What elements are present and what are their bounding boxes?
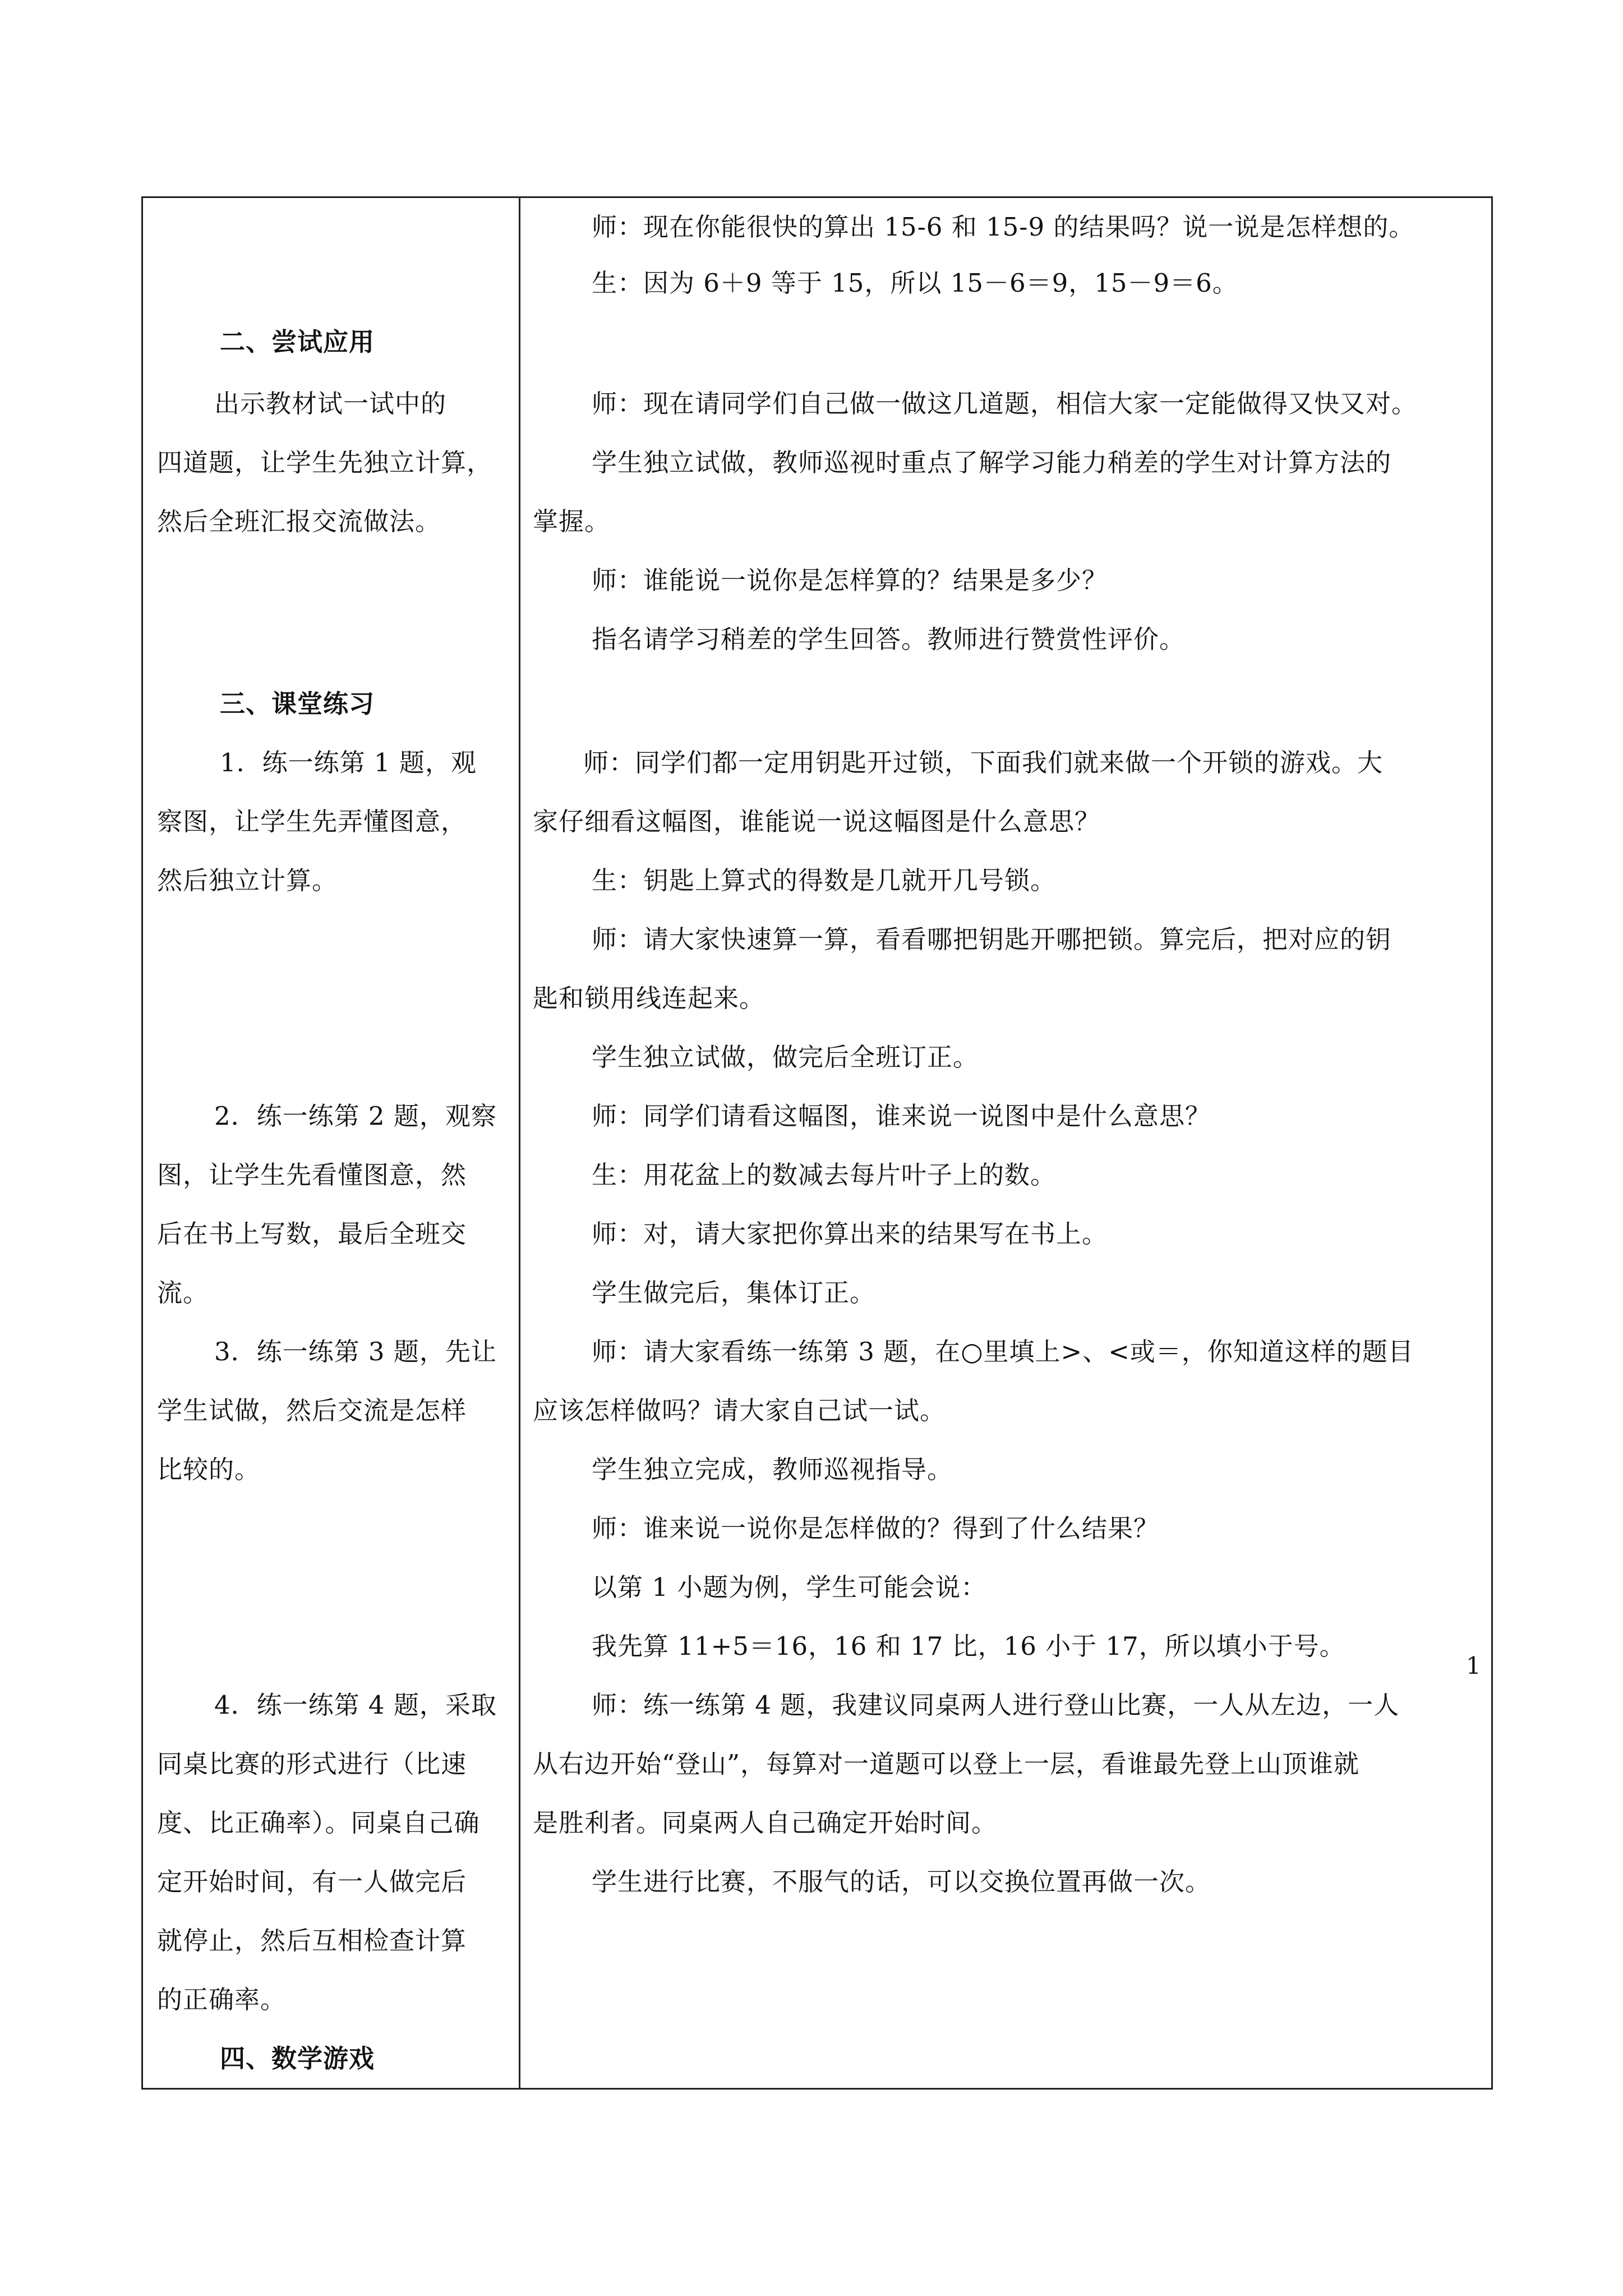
left-text-line: 四道题，让学生先独立计算， [157, 448, 493, 477]
right-text-line: 从右边开始“登山”，每算对一道题可以登上一层，看谁最先登上山顶谁就 [533, 1749, 1360, 1779]
right-text-line: 师：请大家快速算一算，看看哪把钥匙开哪把锁。算完后，把对应的钥 [592, 924, 1392, 954]
section-heading-trial: 二、尝试应用 [220, 327, 375, 357]
right-text-line: 师：请大家看练一练第 3 题，在○里填上>、<或＝，你知道这样的题目 [592, 1337, 1414, 1366]
left-text-line: 出示教材试一试中的 [214, 389, 447, 418]
right-text-line: 学生独立试做，做完后全班订正。 [592, 1042, 979, 1072]
left-text-line: 3．练一练第 3 题，先让 [214, 1337, 497, 1366]
right-text-line: 是胜利者。同桌两人自己确定开始时间。 [533, 1808, 998, 1838]
right-text-line: 师：同学们请看这幅图，谁来说一说图中是什么意思？ [592, 1101, 1211, 1131]
right-text-line: 生：因为 6＋9 等于 15，所以 15－6＝9，15－9＝6。 [592, 268, 1238, 298]
right-text-line: 家仔细看这幅图，谁能说一说这幅图是什么意思？ [533, 807, 1101, 836]
left-text-line: 就停止，然后互相检查计算 [157, 1926, 467, 1955]
right-text-line: 应该怎样做吗？请大家自己试一试。 [533, 1396, 946, 1425]
left-text-line: 图，让学生先看懂图意，然 [157, 1160, 467, 1190]
right-text-line: 师：现在请同学们自己做一做这几道题，相信大家一定能做得又快又对。 [592, 389, 1418, 418]
right-text-line: 指名请学习稍差的学生回答。教师进行赞赏性评价。 [592, 624, 1186, 654]
right-text-line: 掌握。 [533, 507, 611, 536]
left-text-line: 然后独立计算。 [157, 866, 338, 895]
left-text-line: 1．练一练第 1 题，观 [220, 748, 477, 777]
left-text-line: 流。 [157, 1278, 209, 1308]
left-text-line: 比较的。 [157, 1455, 261, 1484]
right-text-line: 以第 1 小题为例，学生可能会说： [592, 1572, 987, 1602]
right-text-line: 师：谁来说一说你是怎样做的？得到了什么结果？ [592, 1513, 1160, 1543]
page-number: 1 [1466, 1652, 1481, 1680]
right-text-line: 学生独立完成，教师巡视指导。 [592, 1455, 953, 1484]
left-text-line: 度、比正确率）。同桌自己确 [157, 1808, 480, 1838]
left-text-line: 后在书上写数，最后全班交 [157, 1219, 467, 1249]
lesson-table [141, 196, 1493, 2090]
left-text-line: 2．练一练第 2 题，观察 [214, 1101, 497, 1131]
left-text-line: 4．练一练第 4 题，采取 [214, 1690, 497, 1720]
right-text-line: 学生做完后，集体订正。 [592, 1278, 876, 1308]
right-text-line: 学生进行比赛，不服气的话，可以交换位置再做一次。 [592, 1867, 1211, 1897]
right-text-line: 学生独立试做，教师巡视时重点了解学习能力稍差的学生对计算方法的 [592, 448, 1392, 477]
left-text-line: 的正确率。 [157, 1985, 287, 2014]
right-text-line: 师：谁能说一说你是怎样算的？结果是多少？ [592, 565, 1108, 595]
right-text-line: 生：钥匙上算式的得数是几就开几号锁。 [592, 866, 1057, 895]
left-text-line: 定开始时间，有一人做完后 [157, 1867, 467, 1897]
section-heading-game: 四、数学游戏 [220, 2044, 375, 2073]
section-heading-practice: 三、课堂练习 [220, 689, 375, 719]
right-text-line: 师：同学们都一定用钥匙开过锁，下面我们就来做一个开锁的游戏。大 [583, 748, 1384, 777]
right-text-line: 匙和锁用线连起来。 [533, 983, 766, 1013]
left-text-line: 学生试做，然后交流是怎样 [157, 1396, 467, 1425]
right-text-line: 师：现在你能很快的算出 15-6 和 15-9 的结果吗？说一说是怎样想的。 [592, 212, 1415, 242]
right-text-line: 我先算 11+5＝16，16 和 17 比，16 小于 17，所以填小于号。 [592, 1631, 1345, 1661]
right-text-line: 生：用花盆上的数减去每片叶子上的数。 [592, 1160, 1057, 1190]
column-divider [519, 198, 520, 2088]
left-text-line: 察图，让学生先弄懂图意， [157, 807, 467, 836]
left-text-line: 然后全班汇报交流做法。 [157, 507, 441, 536]
left-text-line: 同桌比赛的形式进行（比速 [157, 1749, 467, 1779]
right-text-line: 师：对，请大家把你算出来的结果写在书上。 [592, 1219, 1108, 1249]
right-text-line: 师：练一练第 4 题，我建议同桌两人进行登山比赛，一人从左边，一人 [592, 1690, 1400, 1720]
